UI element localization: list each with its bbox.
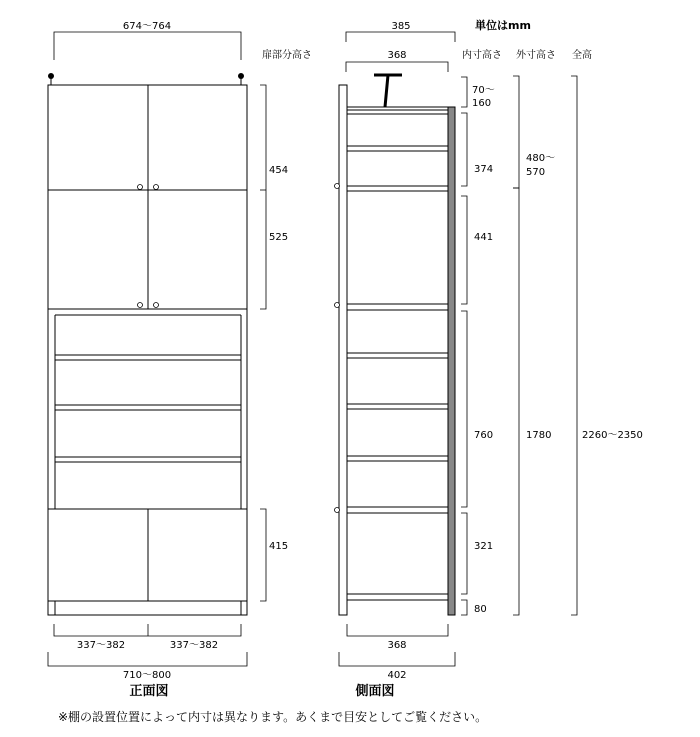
- header-outer-height: 外寸高さ: [516, 50, 556, 61]
- front-top-width-bracket: [54, 32, 241, 60]
- front-shelf-3: [55, 457, 241, 462]
- side-shelf-2: [347, 404, 448, 409]
- side-view: [335, 21, 643, 699]
- tension-pole-left: [48, 73, 54, 85]
- front-shelf-2: [55, 405, 241, 410]
- front-inner-width-right: 337～382: [169, 640, 219, 651]
- side-bottom-inner-bracket: [347, 624, 448, 636]
- door-height-bracket-upper: [260, 85, 266, 309]
- door-height-1: 454: [269, 165, 289, 176]
- side-shelf-upper: [347, 146, 448, 151]
- door-height-3: 415: [269, 541, 289, 552]
- outer-height-bracket-upper: [513, 76, 519, 188]
- side-bottom-outer: 402: [387, 670, 407, 681]
- side-bottom-board: [347, 594, 448, 600]
- side-front-edge: [339, 85, 347, 615]
- outer-height-bracket-lower: [513, 188, 519, 615]
- header-inner-height: 内寸高さ: [462, 50, 502, 61]
- header-total-height: 全高: [572, 50, 592, 61]
- side-shelf-3: [347, 456, 448, 461]
- side-bottom-inner: 368: [387, 640, 407, 651]
- side-top-inner: 368: [387, 50, 407, 61]
- inner-height-3: 441: [474, 232, 494, 243]
- footnote: ※棚の設置位置によって内寸は異なります。あくまで目安としてご覧ください。: [58, 710, 488, 724]
- side-bottom-outer-bracket: [339, 652, 455, 666]
- front-bottom-outer-bracket: [48, 652, 247, 666]
- inner-height-6: 80: [474, 604, 487, 615]
- outer-height-1a: 480～: [526, 153, 556, 164]
- side-top-outer: 385: [391, 21, 411, 32]
- inner-height-brackets: [461, 77, 467, 615]
- front-shelf-1: [55, 355, 241, 360]
- side-top-board: [347, 110, 448, 114]
- front-inner-width-left: 337～382: [76, 640, 126, 651]
- side-shelf-1: [347, 353, 448, 358]
- tension-pole-right: [238, 73, 244, 85]
- outer-height-1b: 570: [526, 167, 546, 178]
- front-outer-width: 710～800: [122, 670, 172, 681]
- front-view: [48, 21, 288, 699]
- inner-height-5: 321: [474, 541, 494, 552]
- front-plinth: [48, 601, 247, 615]
- tension-pole-side: [374, 75, 402, 107]
- side-top-inner-bracket: [346, 62, 448, 72]
- header-door-height: 扉部分高さ: [262, 50, 312, 61]
- front-bottom-inner-bracket: [54, 624, 241, 636]
- side-divider-2: [347, 304, 448, 310]
- inner-height-4: 760: [474, 430, 494, 441]
- front-top-width: 674～764: [122, 21, 172, 32]
- inner-height-1b: 160: [472, 98, 492, 109]
- side-view-label: 側面図: [355, 684, 395, 699]
- door-height-2: 525: [269, 232, 289, 243]
- front-view-label: 正面図: [129, 684, 169, 699]
- unit-note: 単位はmm: [475, 19, 531, 32]
- side-divider-1: [347, 186, 448, 191]
- side-divider-3: [347, 507, 448, 513]
- side-back-panel: [448, 107, 455, 615]
- inner-height-1a: 70～: [472, 85, 495, 96]
- outer-height-2: 1780: [526, 430, 552, 441]
- door-height-bracket-lower: [260, 509, 266, 601]
- total-height: 2260～2350: [582, 430, 643, 441]
- total-height-bracket: [571, 76, 577, 615]
- inner-height-2: 374: [474, 164, 494, 175]
- side-top-outer-bracket: [346, 32, 455, 42]
